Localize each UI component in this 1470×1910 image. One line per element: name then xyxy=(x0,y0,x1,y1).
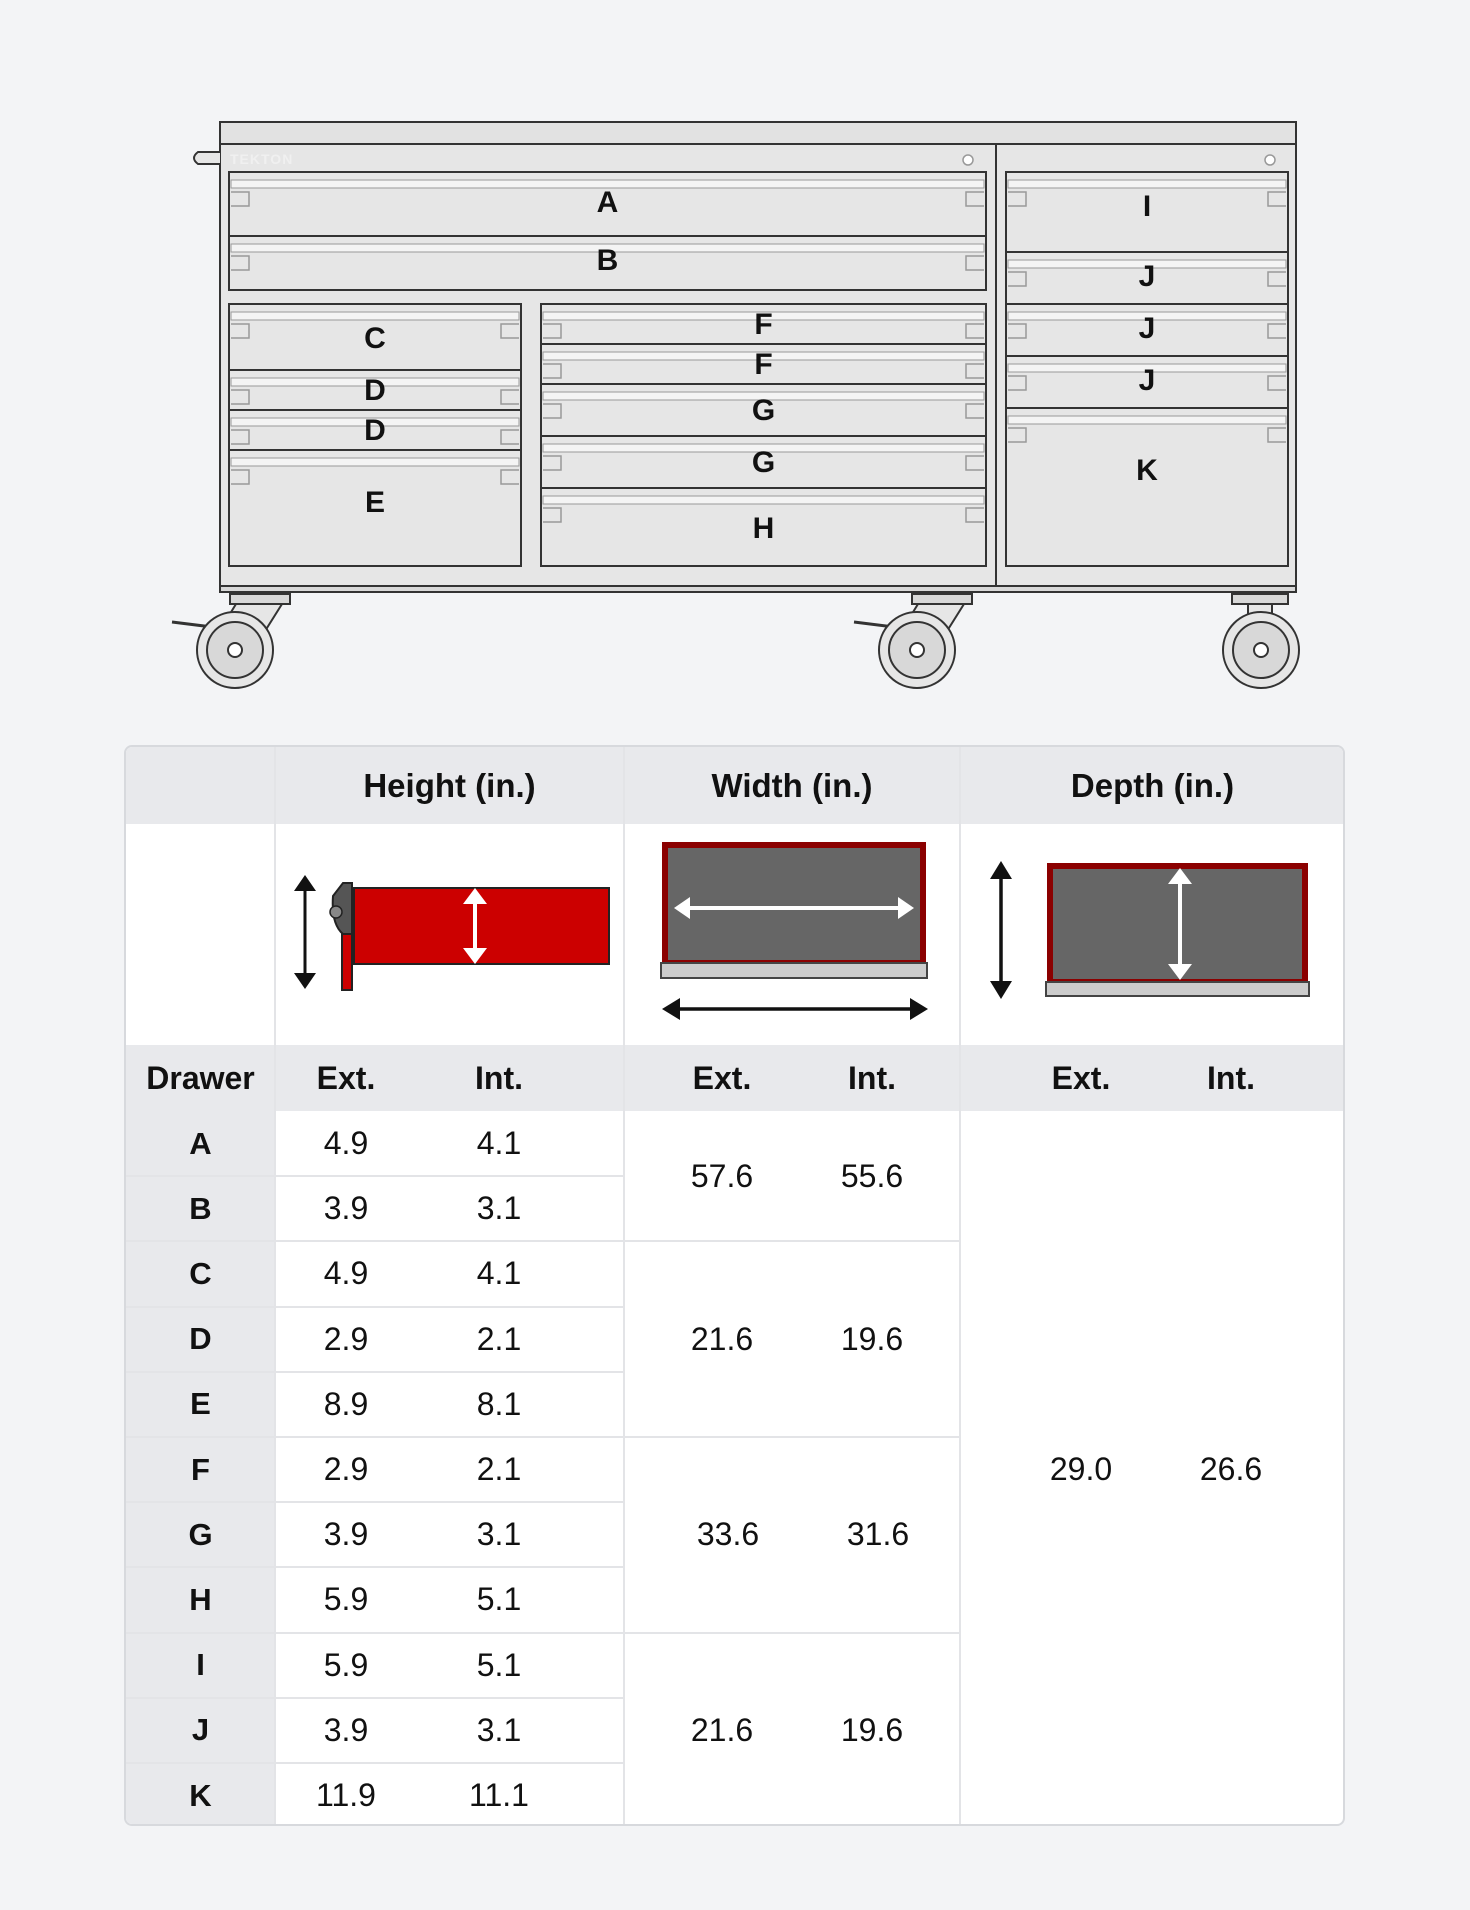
drawer-k xyxy=(1006,408,1288,566)
side-handle xyxy=(194,152,220,164)
drawer-f1 xyxy=(541,304,986,344)
height-ext-cell: 3.9 xyxy=(323,1711,369,1748)
height-int-cell: 5.1 xyxy=(476,1581,522,1618)
height-ext-cell: 11.9 xyxy=(316,1777,376,1814)
height-int-cell: 8.1 xyxy=(476,1385,522,1422)
header-height: Height (in.) xyxy=(275,747,624,824)
icon-row-blank xyxy=(126,824,275,1045)
divider xyxy=(623,747,625,1826)
caster-middle xyxy=(854,594,972,688)
height-ext-cell: 3.9 xyxy=(323,1190,369,1227)
drawer-label-e: E xyxy=(364,486,386,519)
drawer-cell: J xyxy=(126,1698,275,1763)
divider xyxy=(275,1566,624,1568)
height-ext-header: Ext. xyxy=(316,1059,376,1096)
drawer-cell: F xyxy=(126,1437,275,1502)
drawer-f2 xyxy=(541,344,986,384)
width-ext-cell: 57.6 xyxy=(690,1157,754,1194)
height-ext-cell: 4.9 xyxy=(323,1255,369,1292)
drawer-d1 xyxy=(229,370,521,410)
width-ext-cell: 33.6 xyxy=(696,1516,760,1553)
divider xyxy=(275,1240,624,1242)
divider xyxy=(126,1566,275,1568)
drawer-label-c: C xyxy=(364,322,386,355)
divider xyxy=(126,1501,275,1503)
drawer-label-j2: J xyxy=(1138,312,1156,345)
drawer-cell: B xyxy=(126,1176,275,1241)
cabinet-base xyxy=(220,586,1296,592)
cabinet-top xyxy=(220,122,1296,144)
height-int-cell: 11.1 xyxy=(469,1777,529,1814)
drawer-a xyxy=(229,172,986,236)
drawer-cell: I xyxy=(126,1633,275,1698)
height-int-cell: 3.1 xyxy=(476,1711,522,1748)
divider xyxy=(126,1175,275,1177)
drawer-cell: A xyxy=(126,1111,275,1176)
width-ext-cell: 21.6 xyxy=(690,1711,754,1748)
header-depth: Depth (in.) xyxy=(960,747,1345,824)
width-int-cell: 55.6 xyxy=(840,1157,904,1194)
drawer-cell: E xyxy=(126,1372,275,1437)
drawer-d2 xyxy=(229,410,521,450)
brand-logo: TEKTON xyxy=(230,151,294,167)
caster-left xyxy=(172,594,290,688)
height-int-header: Int. xyxy=(475,1059,523,1096)
caster-right xyxy=(1223,594,1299,688)
height-ext-cell: 4.9 xyxy=(323,1125,369,1162)
drawer-column-header: Drawer xyxy=(126,1045,275,1111)
drawer-j3 xyxy=(1006,356,1288,408)
height-int-cell: 5.1 xyxy=(476,1646,522,1683)
drawer-h xyxy=(541,488,986,566)
height-int-cell: 3.1 xyxy=(476,1516,522,1553)
height-ext-cell: 5.9 xyxy=(323,1646,369,1683)
drawer-cell: D xyxy=(126,1307,275,1372)
divider xyxy=(959,747,961,1826)
drawer-label-h: H xyxy=(752,512,775,545)
drawer-cell: G xyxy=(126,1502,275,1567)
divider xyxy=(275,1501,624,1503)
height-int-cell: 3.1 xyxy=(476,1190,522,1227)
lock-icon xyxy=(963,155,973,165)
height-ext-cell: 2.9 xyxy=(323,1451,369,1488)
depth-dimension-icon xyxy=(960,824,1345,1045)
drawer-label-b: B xyxy=(596,244,619,277)
divider xyxy=(126,1240,275,1242)
divider xyxy=(126,1306,275,1308)
depth-int-cell: 26.6 xyxy=(1199,1451,1263,1488)
divider xyxy=(275,1436,624,1438)
width-ext-header: Ext. xyxy=(692,1059,752,1096)
width-int-header: Int. xyxy=(848,1059,896,1096)
drawer-label-f2: F xyxy=(754,348,773,381)
drawer-groups xyxy=(229,172,1288,566)
divider xyxy=(275,1371,624,1373)
drawer-j1 xyxy=(1006,252,1288,304)
drawer-g1 xyxy=(541,384,986,436)
divider xyxy=(126,1436,275,1438)
drawer-g2 xyxy=(541,436,986,488)
divider xyxy=(624,1436,960,1438)
drawer-label-g1: G xyxy=(751,394,776,427)
height-int-cell: 4.1 xyxy=(476,1255,522,1292)
drawer-b xyxy=(229,236,986,290)
drawer-cell: H xyxy=(126,1567,275,1632)
drawer-label-f1: F xyxy=(754,308,773,341)
divider xyxy=(275,1175,624,1177)
lock-icon xyxy=(1265,155,1275,165)
drawer-c xyxy=(229,304,521,370)
depth-int-header: Int. xyxy=(1207,1059,1255,1096)
header-blank xyxy=(126,747,275,824)
divider xyxy=(624,1632,960,1634)
drawer-dimensions-table xyxy=(124,745,1345,1826)
drawer-label-k: K xyxy=(1136,454,1158,487)
drawer-j2 xyxy=(1006,304,1288,356)
drawer-label-j1: J xyxy=(1138,260,1156,293)
height-ext-cell: 5.9 xyxy=(323,1581,369,1618)
drawer-i xyxy=(1006,172,1288,252)
width-ext-cell: 21.6 xyxy=(690,1320,754,1357)
height-int-cell: 2.1 xyxy=(476,1451,522,1488)
drawer-e xyxy=(229,450,521,566)
drawer-label-d2: D xyxy=(364,414,386,447)
height-ext-cell: 2.9 xyxy=(323,1320,369,1357)
depth-ext-cell: 29.0 xyxy=(1049,1451,1113,1488)
header-width: Width (in.) xyxy=(624,747,960,824)
height-dimension-icon xyxy=(275,824,624,1045)
drawer-cell: C xyxy=(126,1241,275,1306)
drawer-label-i: I xyxy=(1142,190,1152,223)
divider xyxy=(275,1697,624,1699)
tool-cabinet-illustration xyxy=(0,0,1470,720)
divider xyxy=(126,1371,275,1373)
divider xyxy=(624,1240,960,1242)
width-int-cell: 19.6 xyxy=(840,1320,904,1357)
divider xyxy=(274,747,276,1826)
height-ext-cell: 8.9 xyxy=(323,1385,369,1422)
depth-ext-header: Ext. xyxy=(1051,1059,1111,1096)
drawer-label-d1: D xyxy=(364,374,386,407)
width-dimension-icon xyxy=(624,824,960,1045)
drawer-label-j3: J xyxy=(1138,364,1156,397)
drawer-cell: K xyxy=(126,1763,275,1826)
drawer-label-a: A xyxy=(596,186,619,219)
height-int-cell: 4.1 xyxy=(476,1125,522,1162)
divider xyxy=(275,1762,624,1764)
width-int-cell: 31.6 xyxy=(846,1516,910,1553)
width-int-cell: 19.6 xyxy=(840,1711,904,1748)
divider xyxy=(126,1697,275,1699)
divider xyxy=(275,1632,624,1634)
drawer-label-g2: G xyxy=(751,446,776,479)
divider xyxy=(275,1306,624,1308)
height-int-cell: 2.1 xyxy=(476,1320,522,1357)
divider xyxy=(126,1632,275,1634)
divider xyxy=(126,1762,275,1764)
height-ext-cell: 3.9 xyxy=(323,1516,369,1553)
